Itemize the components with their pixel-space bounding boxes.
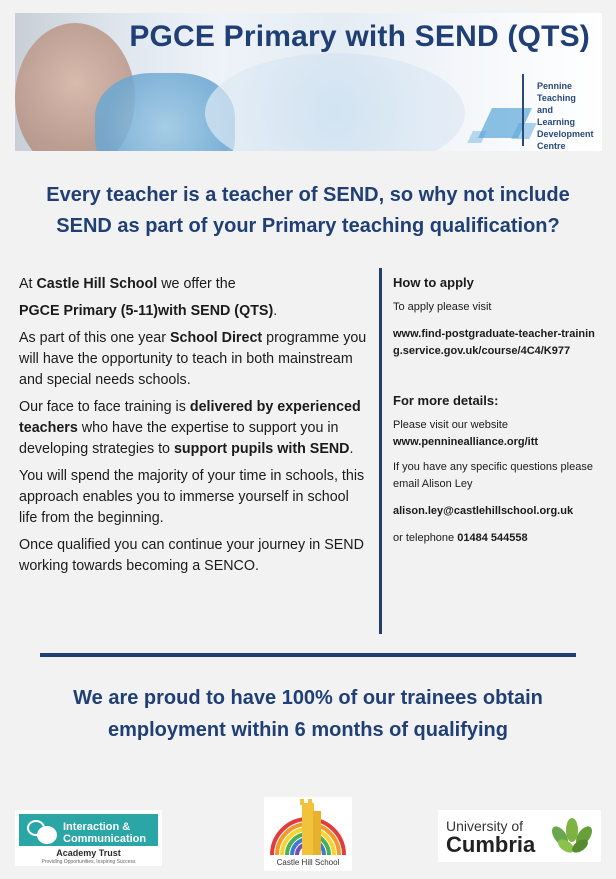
- questions-text: If you have any specific questions please email Alison Ley: [393, 461, 593, 490]
- page-title: PGCE Primary with SEND (QTS): [129, 20, 590, 53]
- schools-paragraph: You will spend the majority of your time in schools, this approach enables you to immerse yourself in school life from the beginning.: [19, 468, 365, 526]
- contact-column: [393, 274, 603, 557]
- logo-title: Interaction & Communication: [63, 821, 147, 845]
- pennine-divider: [522, 74, 524, 146]
- logo-line2: Cumbria: [446, 832, 536, 857]
- senco-paragraph: Once qualified you can continue your journey in SEND working towards becoming a SENCO.: [19, 537, 364, 574]
- leaves-icon: [546, 814, 596, 858]
- university-of-cumbria-logo: [438, 810, 601, 862]
- how-to-apply-heading: How to apply: [393, 275, 474, 290]
- interaction-communication-logo: [15, 810, 162, 866]
- phone-text: or telephone 01484 544558: [393, 532, 528, 544]
- programme-name: PGCE Primary (5-11)with SEND (QTS).: [19, 303, 278, 319]
- programme-paragraph: As part of this one year School Direct programme you will have the opportunity to teach in both mainstream and special needs schools.: [19, 330, 367, 388]
- apply-link[interactable]: www.find-postgraduate-teacher-training.service.gov.uk/course/4C4/K977: [393, 328, 595, 357]
- headline: Every teacher is a teacher of SEND, so why not include SEND as part of your Primary teaching qualification?: [46, 184, 570, 237]
- employment-statement: We are proud to have 100% of our trainees obtain employment within 6 months of qualifying: [73, 687, 543, 741]
- website-paragraph: Please visit our website www.penninealliance.org/itt: [393, 419, 539, 448]
- website-link[interactable]: www.penninealliance.org/itt: [393, 436, 539, 448]
- logo-band: [19, 814, 158, 846]
- castle-hill-school-logo: [264, 797, 352, 871]
- how-to-apply-text: To apply please visit: [393, 301, 492, 313]
- pennine-logo-text: Pennine Teaching and Learning Development Centre: [537, 81, 594, 151]
- banner-photo-light: [205, 53, 465, 151]
- phone-number[interactable]: 01484 544558: [457, 532, 528, 544]
- section-divider: [40, 653, 576, 657]
- banner-shard: [467, 131, 487, 143]
- logo-line1: University of: [446, 818, 524, 834]
- column-divider: [379, 268, 382, 634]
- castle-rainbow-icon: [264, 797, 352, 857]
- intro-column: [19, 274, 369, 583]
- logo-name: Castle Hill School: [276, 858, 340, 867]
- email-link[interactable]: alison.ley@castlehillschool.org.uk: [393, 505, 574, 517]
- training-paragraph: Our face to face training is delivered by experienced teachers who have the expertise to support you in developing strategies to support pupils with SEND.: [19, 399, 361, 457]
- intro-paragraph: At Castle Hill School we offer the: [19, 276, 236, 292]
- logo-trust: Academy Trust: [56, 848, 121, 858]
- more-details-heading: For more details:: [393, 393, 499, 408]
- logo-tagline: Providing Opportunities, Inspiring Success: [41, 859, 136, 865]
- speech-bubble-icon: [37, 826, 57, 844]
